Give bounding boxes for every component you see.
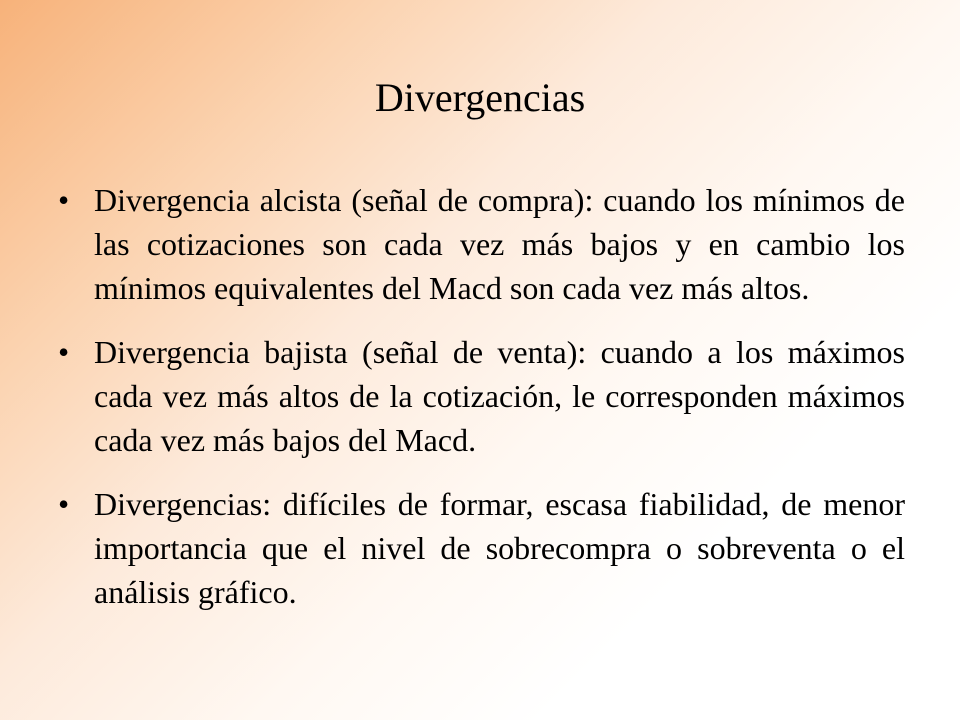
bullet-text-3: Divergencias: difíciles de formar, escasa fiabilidad, de menor importancia que el nivel de sobrecompra o sobreventa o el análisis gráfico. <box>94 486 905 610</box>
bullet-text-2: Divergencia bajista (señal de venta): cuando a los máximos cada vez más altos de la cotización, le corresponden máximos cada vez más bajos del Macd. <box>94 334 905 458</box>
bullet-marker-icon: • <box>58 486 70 522</box>
slide-title: Divergencias <box>374 75 586 120</box>
bullet-text-1: Divergencia alcista (señal de compra): cuando los mínimos de las cotizaciones son cada vez más bajos y en cambio los mínimos equivalentes del Macd son cada vez más altos. <box>94 182 905 306</box>
bullet-item-3 <box>0 482 960 614</box>
bullet-list <box>0 178 960 634</box>
bullet-item-1 <box>0 178 960 310</box>
bullet-marker-icon: • <box>58 182 70 218</box>
bullet-marker-icon: • <box>58 334 70 370</box>
bullet-item-2 <box>0 330 960 462</box>
